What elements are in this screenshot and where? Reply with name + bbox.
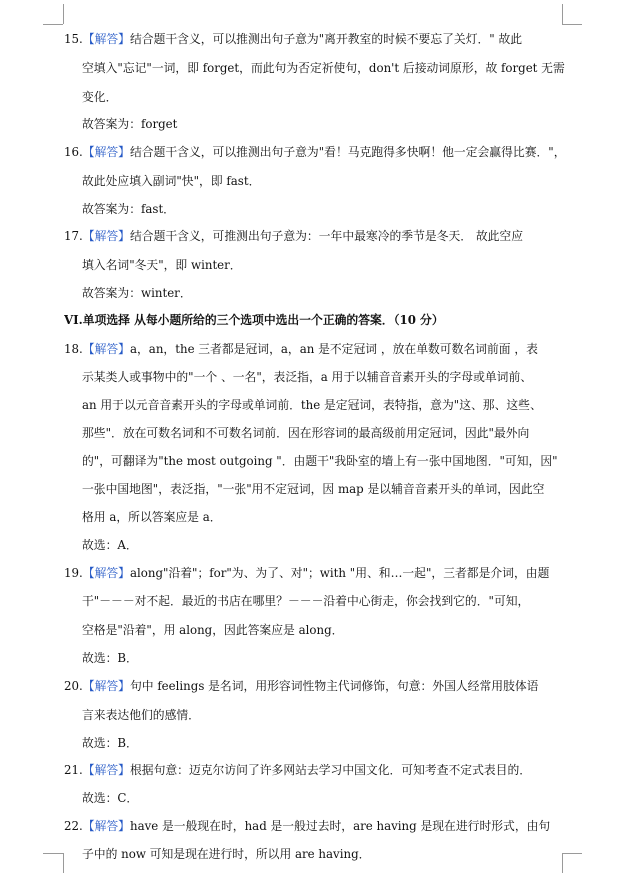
item-number: 22. <box>64 819 83 833</box>
item-text-line: 填入名词"冬天"，即 winter． <box>82 258 242 272</box>
answer-item-15 <box>64 31 566 47</box>
section-heading: VI.单项选择 从每小题所给的三个选项中选出一个正确的答案．（10 分） <box>64 313 444 327</box>
answer-item-19 <box>64 565 566 581</box>
answer-item-17 <box>64 228 566 244</box>
item-text-line: 故此处应填入副词"快"，即 fast． <box>82 174 261 188</box>
item-text-line: along"沿着"；for"为、为了、对"；with "用、和…一起"，三者都是介词，由题 <box>129 566 550 580</box>
item-text-line: 的"，可翻译为"the most outgoing "．由题干"我卧室的墙上有一张中国地图．"可知，因" <box>82 454 558 468</box>
item-text-line: an 用于以元音音素开头的字母或单词前．the 是定冠词，表特指，意为"这、那、这些、 <box>82 398 542 412</box>
item-number: 21. <box>64 763 83 777</box>
answer-line: 故答案为：forget <box>82 117 178 131</box>
item-text-line: 结合题干含义，可以推测出句子意为"看！马克跑得多快啊！他一定会赢得比赛．"， <box>129 145 566 159</box>
answer-item-22 <box>64 818 566 834</box>
item-text-line: 子中的 now 可知是现在进行时，所以用 are having． <box>82 847 371 861</box>
item-text-line: 结合题干含义，可推测出句子意为：一年中最寒冷的季节是冬天． 故此空应 <box>129 229 524 243</box>
answer-item-18 <box>64 341 566 357</box>
item-text-line: 根据句意：迈克尔访问了许多网站去学习中国文化．可知考查不定式表目的． <box>129 763 532 777</box>
item-number: 19. <box>64 566 83 580</box>
item-text-line: 空格是"沿着"，用 along，因此答案应是 along． <box>82 623 344 637</box>
answer-line: 故选：B． <box>82 736 138 750</box>
item-text-line: 言来表达他们的感情． <box>82 708 200 722</box>
item-text-line: 一张中国地图"，表泛指，"一张"用不定冠词，因 map 是以辅音音素开头的单词，因此空 <box>82 482 545 496</box>
item-text-line: 格用 a，所以答案应是 a． <box>82 510 222 524</box>
answer-line: 故选：A． <box>82 538 138 552</box>
item-number: 17. <box>64 229 83 243</box>
answer-line: 故答案为：fast． <box>82 202 175 216</box>
item-text-line: have 是一般现在时，had 是一般过去时，are having 是现在进行时形式，由句 <box>129 819 551 833</box>
item-text-line: 那些"．放在可数名词和不可数名词前．因在形容词的最高级前用定冠词，因此"最外向 <box>82 426 530 440</box>
item-text-line: 干"－－－对不起．最近的书店在哪里？－－－沿着中心街走，你会找到它的．"可知， <box>82 594 530 608</box>
answer-tag: 【解答】 <box>82 819 130 833</box>
answer-line: 故答案为：winter． <box>82 286 192 300</box>
item-text-line: 变化． <box>82 90 118 104</box>
item-text-line: a，an，the 三者都是冠词，a，an 是不定冠词 ，放在单数可数名词前面 ，表 <box>129 342 538 356</box>
answer-tag: 【解答】 <box>82 229 130 243</box>
answer-tag: 【解答】 <box>82 763 130 777</box>
answer-tag: 【解答】 <box>82 342 130 356</box>
item-number: 20. <box>64 679 83 693</box>
answer-line: 故选：C． <box>82 791 139 805</box>
answer-tag: 【解答】 <box>82 32 130 46</box>
item-number: 15. <box>64 32 83 46</box>
answer-item-20 <box>64 678 566 694</box>
item-number: 16. <box>64 145 83 159</box>
item-text-line: 示某类人或事物中的"一个 、一名"，表泛指，a 用于以辅音音素开头的字母或单词前、 <box>82 370 533 384</box>
item-text-line: 结合题干含义，可以推测出句子意为"离开教室的时候不要忘了关灯．" 故此 <box>129 32 523 46</box>
answer-tag: 【解答】 <box>82 145 130 159</box>
answer-item-21 <box>64 762 566 778</box>
item-text-line: 空填入"忘记"一词，即 forget，而此句为否定祈使句，don't 后接动词原形，故 forget 无需 <box>82 61 565 75</box>
answer-tag: 【解答】 <box>82 679 130 693</box>
item-text-line: 句中 feelings 是名词，用形容词性物主代词修饰，句意：外国人经常用肢体语 <box>129 679 539 693</box>
answer-line: 故选：B． <box>82 651 138 665</box>
answer-item-16 <box>64 144 566 160</box>
item-number: 18. <box>64 342 83 356</box>
answer-tag: 【解答】 <box>82 566 130 580</box>
